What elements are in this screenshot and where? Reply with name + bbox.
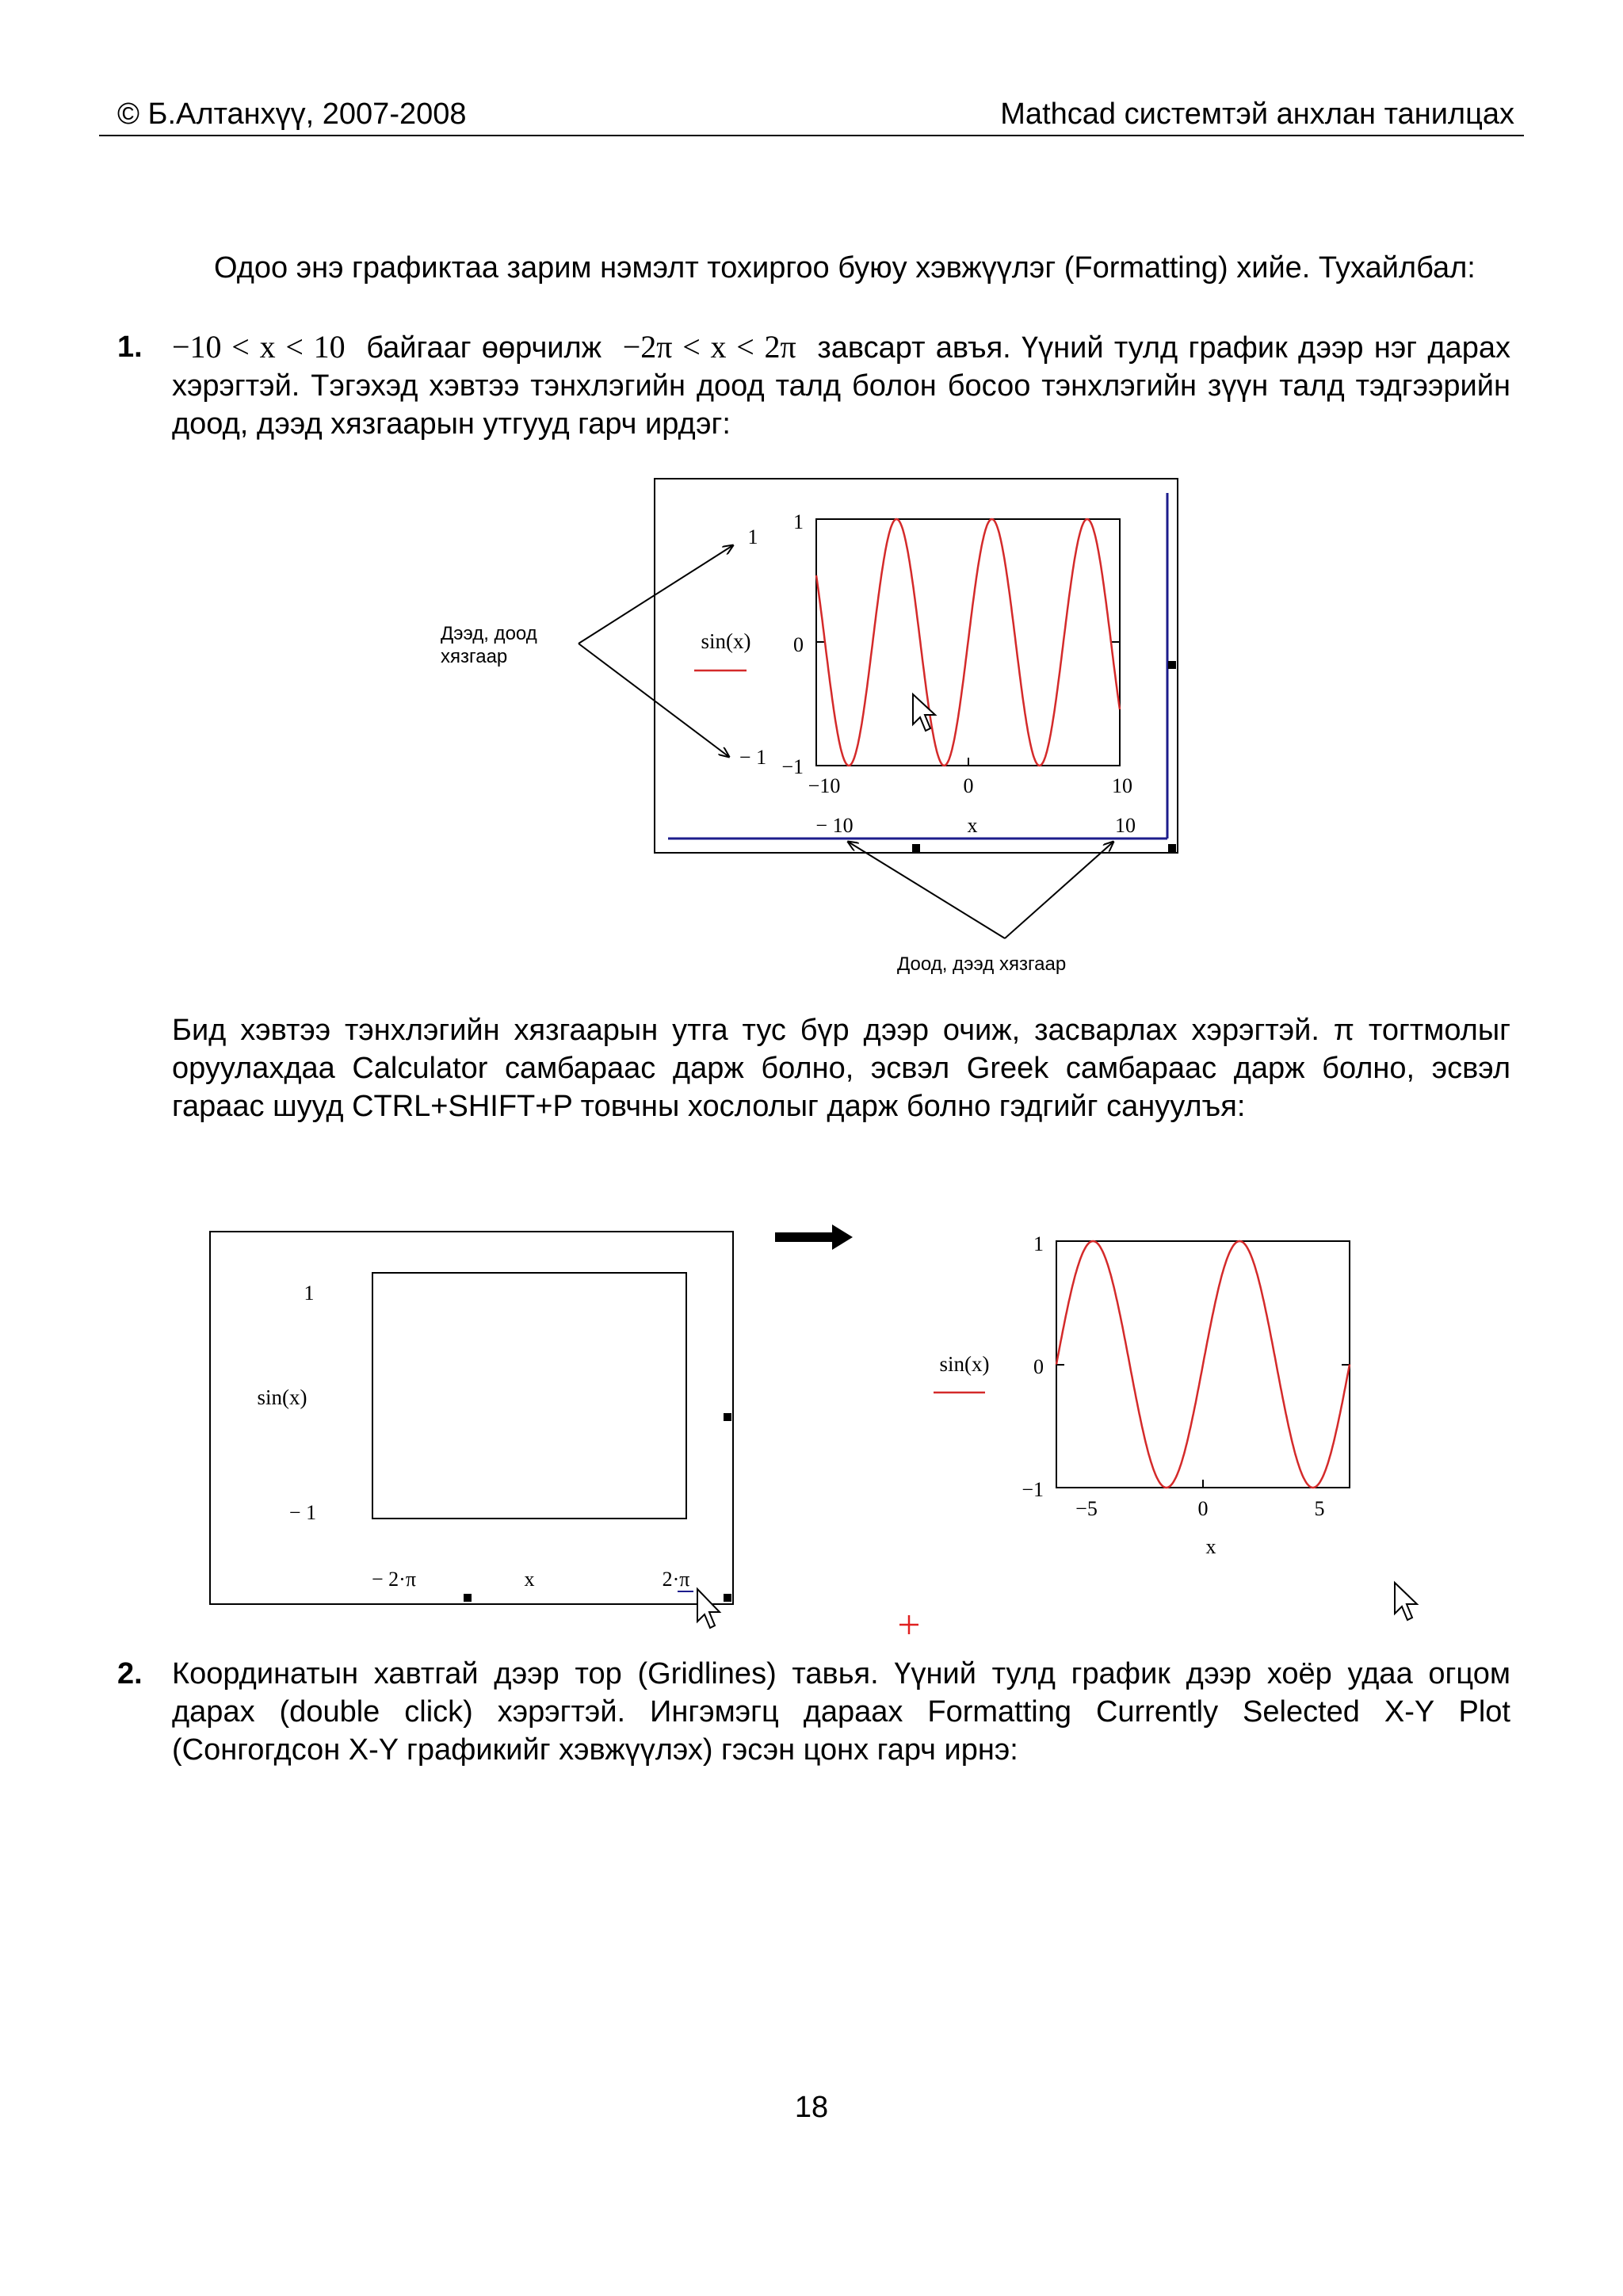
empty-x-upper-limit[interactable]: 2·π (662, 1568, 690, 1591)
intro-paragraph (117, 249, 1510, 287)
result-x-axis-variable[interactable]: x (1205, 1535, 1216, 1558)
x-upper-limit[interactable]: 10 (1115, 814, 1136, 837)
item-1-number: 1. (117, 330, 143, 364)
arrow-to-x-lower (848, 842, 1005, 938)
item-1-text-b: завсарт авъя. Үүний тулд график дээр нэг дарах хэрэгтэй. Тэгэхэд хэвтээ тэнхлэгийн доод талд болон босоо тэнхлэгийн зүүн талд тэдгээрийн доод, дээд хязгаарын утгууд гарч ирдэг: (172, 331, 1510, 441)
header-author: © Б.Алтанхүү, 2007-2008 (117, 97, 467, 131)
range-old-formula: −10 < x < 10 (172, 329, 346, 365)
y-tick-1: 1 (793, 510, 804, 533)
arrow-to-x-upper (1005, 842, 1113, 938)
result-x-tick-minus-5: −5 (1075, 1497, 1098, 1520)
sin-curve-2 (1056, 1241, 1350, 1488)
x-axis-variable[interactable]: x (967, 814, 978, 837)
resize-handle-corner[interactable] (1168, 844, 1176, 852)
x-tick-0: 0 (963, 774, 974, 797)
result-x-tick-0: 0 (1197, 1497, 1209, 1520)
item-1-text-a: байгааг өөрчилж (366, 331, 602, 365)
empty-x-axis-variable[interactable]: x (524, 1568, 535, 1591)
figure-1-plot-limits (0, 468, 1623, 991)
result-trace-label[interactable]: sin(x) (939, 1352, 990, 1376)
item-2-number: 2. (117, 1657, 143, 1690)
empty-plot-area (372, 1273, 686, 1519)
result-x-tick-5: 5 (1314, 1497, 1325, 1520)
y-upper-limit[interactable]: 1 (747, 525, 758, 548)
range-new-formula: −2π < x < 2π (622, 329, 796, 365)
page-number: 18 (794, 2091, 829, 2124)
empty-plot-handle-bottom[interactable] (464, 1594, 472, 1602)
empty-plot-handle-corner[interactable] (724, 1594, 731, 1602)
y-tick-minus-1: −1 (781, 755, 804, 778)
figure-2-edit-limits (0, 1213, 1623, 1648)
sin-curve-1 (816, 519, 1120, 766)
resize-handle-bottom[interactable] (912, 844, 920, 852)
empty-y-upper-limit[interactable]: 1 (304, 1282, 315, 1305)
item-2-paragraph: Координатын хавтгай дээр тор (Gridlines) тавья. Үүний тулд график дээр хоёр удаа огцом дарах (double click) хэрэгтэй. Ингэмэгц дараах Formatting Currently Selected X-Y Plot (Сонгогдсон X-Y графикийг хэвжүүлэх) гэсэн цонх гарч ирнэ: (172, 1657, 1510, 1767)
result-y-tick-1: 1 (1033, 1232, 1044, 1255)
y-lower-limit[interactable]: − 1 (739, 746, 767, 769)
callout-left-line-2: хязгаар (441, 646, 508, 667)
result-y-tick-minus-1: −1 (1022, 1478, 1044, 1501)
empty-x-lower-limit[interactable]: − 2·π (372, 1568, 416, 1591)
item-1-paragraph (172, 328, 1510, 443)
paragraph-2: Бид хэвтээ тэнхлэгийн хязгаарын утга тус бүр дээр очиж, засварлах хэрэгтэй. π тогтмолыг оруулахдаа Calculator самбараас дарж болно, эсвэл Greek самбараас дарж болно, эсвэл гараас шууд CTRL+SHIFT+P товчны хослолыг дарж болно гэдгийг сануулъя: (172, 1014, 1510, 1123)
header-rule (99, 135, 1524, 136)
y-tick-0: 0 (793, 633, 804, 656)
callout-left-line-1: Дээд, доод (441, 623, 537, 644)
empty-trace-label[interactable]: sin(x) (257, 1385, 307, 1409)
intro-text: Одоо энэ графиктаа зарим нэмэлт тохиргоо буюу хэвжүүлэг (Formatting) хийе. Тухайлбал: (214, 251, 1476, 285)
plot-region-frame[interactable] (655, 479, 1178, 853)
empty-plot-handle-right[interactable] (724, 1413, 731, 1421)
x-tick-10: 10 (1112, 774, 1132, 797)
x-tick-minus-10: −10 (808, 774, 841, 797)
mouse-cursor-icon-3 (1395, 1583, 1417, 1620)
x-lower-limit[interactable]: − 10 (815, 814, 854, 837)
trace-label-sin[interactable]: sin(x) (701, 629, 751, 653)
header-title: Mathcad системтэй анхлан танилцах (1000, 97, 1514, 131)
empty-plot-region[interactable] (210, 1232, 733, 1604)
callout-bottom: Доод, дээд хязгаар (897, 953, 1067, 975)
right-arrow-icon (775, 1224, 853, 1250)
resize-handle-right[interactable] (1168, 661, 1176, 669)
result-y-tick-0: 0 (1033, 1355, 1044, 1378)
mouse-cursor-icon-2 (697, 1589, 720, 1628)
empty-y-lower-limit[interactable]: − 1 (288, 1501, 317, 1524)
